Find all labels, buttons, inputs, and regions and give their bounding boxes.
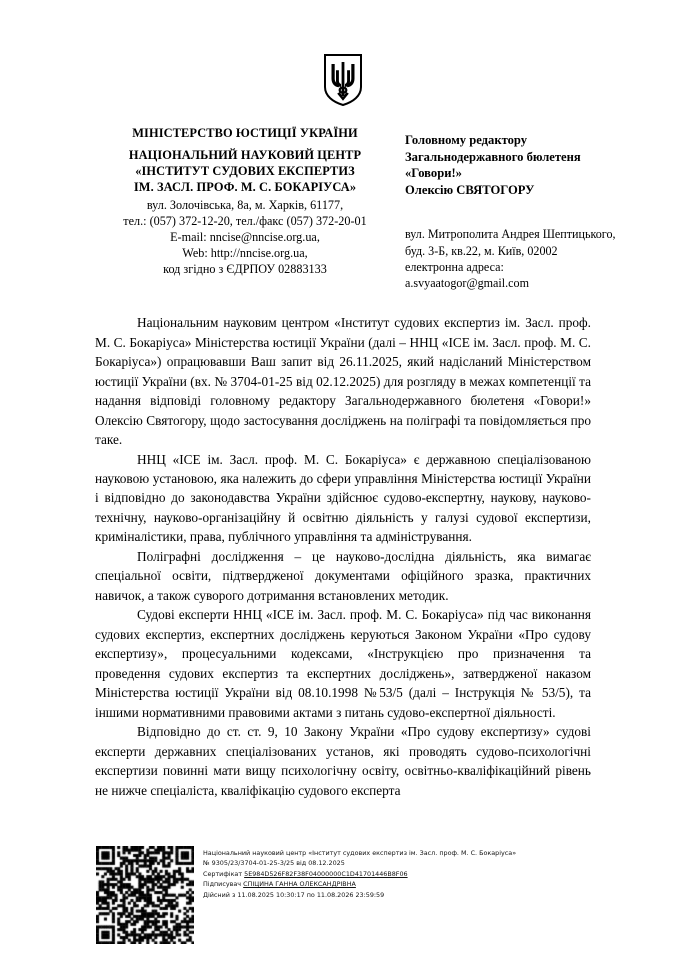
body-paragraph-2: ННЦ «ІСЕ ім. Засл. проф. М. С. Бокаріуса» є державною спеціалізованою науковою установою, яка належить до сфери управління Міністерства юстиції України і відповідно до законодавства України здійснює судово-експертну, наукову, науково-технічну, науково-організаційну й освітню діяльність у галузі судової експертизи, криміналістики, права, публічного управління та адміністрування. — [95, 451, 591, 545]
addressee-role-line-2: Загальнодержавного бюлетеня — [405, 149, 581, 164]
addressee-role-line-1: Головному редактору — [405, 133, 528, 147]
addressee-city: буд. 3-Б, кв.22, м. Київ, 02002 — [405, 243, 558, 258]
letterhead-web: Web: http://nncise.org.ua, — [182, 246, 308, 261]
signature-signer-row — [203, 879, 516, 889]
signature-details — [203, 846, 516, 900]
addressee-email-label: електронна адреса: — [405, 259, 504, 274]
body-paragraph-5: Відповідно до ст. ст. 9, 10 Закону України «Про судову експертизу» судові експерти державних спеціалізованих установ, які проводять судово-психологічні експертизи повинні мати вищу психологічну освіту, освітньо-кваліфікаційний рівень не нижче спеціаліста, кваліфікацію судового експерта — [95, 724, 591, 798]
addressee-email-value: a.svyaatogor@gmail.com — [405, 276, 529, 291]
body-paragraph-4: Судові експерти ННЦ «ІСЕ ім. Засл. проф. М. С. Бокаріуса» під час виконання судових експертиз, експертних досліджень керуються Законом України «Про судову експертизу», процесуальними кодексами, «Інструкцією про призначення та проведення судових експертиз та експертних досліджень», затвердженої наказом Міністерства юстиції України від 08.10.1998 №53/5 (далі – Інструкція № 53/5), та іншими нормативними правовими актами з питань судово-експертної діяльності. — [95, 607, 591, 720]
letterhead-center-line-1: НАЦІОНАЛЬНИЙ НАУКОВИЙ ЦЕНТР — [128, 147, 362, 162]
signature-validity: Дійсний з 11.08.2025 10:30:17 по 11.08.2026 23:59:59 — [203, 890, 385, 899]
letterhead-email: E-mail: nncise@nncise.org.ua, — [170, 230, 320, 245]
letter-body — [95, 313, 591, 800]
body-paragraph-1: Національним науковим центром «Інститут судових експертиз ім. Засл. проф. М. С. Бокаріуса» Міністерства юстиції України (далі – ННЦ «ІСЕ ім. Засл. проф. М. С. Бокаріуса») опрацювавши Ваш запит від 26.11.2025, який надісланий Міністерством юстиції України (вх. № 3704-01-25 від 02.12.2025) для розгляду в межах компетенції та надання відповіді головному редактору Загальнодержавного бюлетеня «Говори!» Олексію Святогору, щодо застосування досліджень на поліграфі та повідомляється про таке. — [95, 315, 591, 448]
signature-signer-label: Підписувач — [203, 880, 242, 889]
qr-code — [96, 846, 194, 944]
ukraine-trident-coat-of-arms-icon — [323, 54, 363, 106]
addressee-block — [395, 126, 616, 291]
letterhead-address: вул. Золочівська, 8а, м. Харків, 61177, — [146, 198, 344, 212]
letterhead-center-line-3: ІМ. ЗАСЛ. ПРОФ. М. С. БОКАРІУСА» — [133, 179, 357, 194]
addressee-publication-name: «Говори!» — [405, 166, 462, 181]
digital-signature-stamp — [96, 846, 516, 944]
signature-organization: Національний науковий центр «Інститут судових експертиз ім. Засл. проф. М. С. Бокаріуса» — [203, 849, 517, 857]
letterhead-ministry: МІНІСТЕРСТВО ЮСТИЦІЇ УКРАЇНИ — [132, 126, 358, 140]
body-paragraph-3: Поліграфні дослідження – це науково-дослідна діяльність, яка вимагає спеціальної освіти, підтвердженої документами офіційного зразка, практичних навичок, а також суворого дотримання встановлених методик. — [95, 548, 591, 603]
letterhead-edrpou: код згідно з ЄДРПОУ 02883133 — [163, 262, 327, 277]
signature-signer-value: СПІЦИНА ГАННА ОЛЕКСАНДРІВНА — [243, 880, 356, 889]
signature-certificate-value: 5E984D526F82F38F04000000C1D41701446B8F06 — [244, 869, 408, 878]
addressee-street: вул. Митрополита Андрея Шептицького, — [405, 227, 616, 242]
signature-document-number: № 9305/23/3704-01-25-3/25 від 08.12.2025 — [203, 859, 345, 868]
letterhead — [95, 126, 395, 277]
signature-certificate-label: Сертифікат — [203, 869, 243, 878]
signature-certificate-row — [203, 869, 516, 879]
header-band — [95, 126, 616, 291]
emblem-container — [95, 0, 591, 120]
letterhead-center-line-2: «ІНСТИТУТ СУДОВИХ ЕКСПЕРТИЗ — [135, 163, 355, 178]
addressee-name: Олексію СВЯТОГОРУ — [405, 182, 535, 197]
letterhead-phone: тел.: (057) 372-12-20, тел./факс (057) 372-20-01 — [123, 214, 367, 229]
